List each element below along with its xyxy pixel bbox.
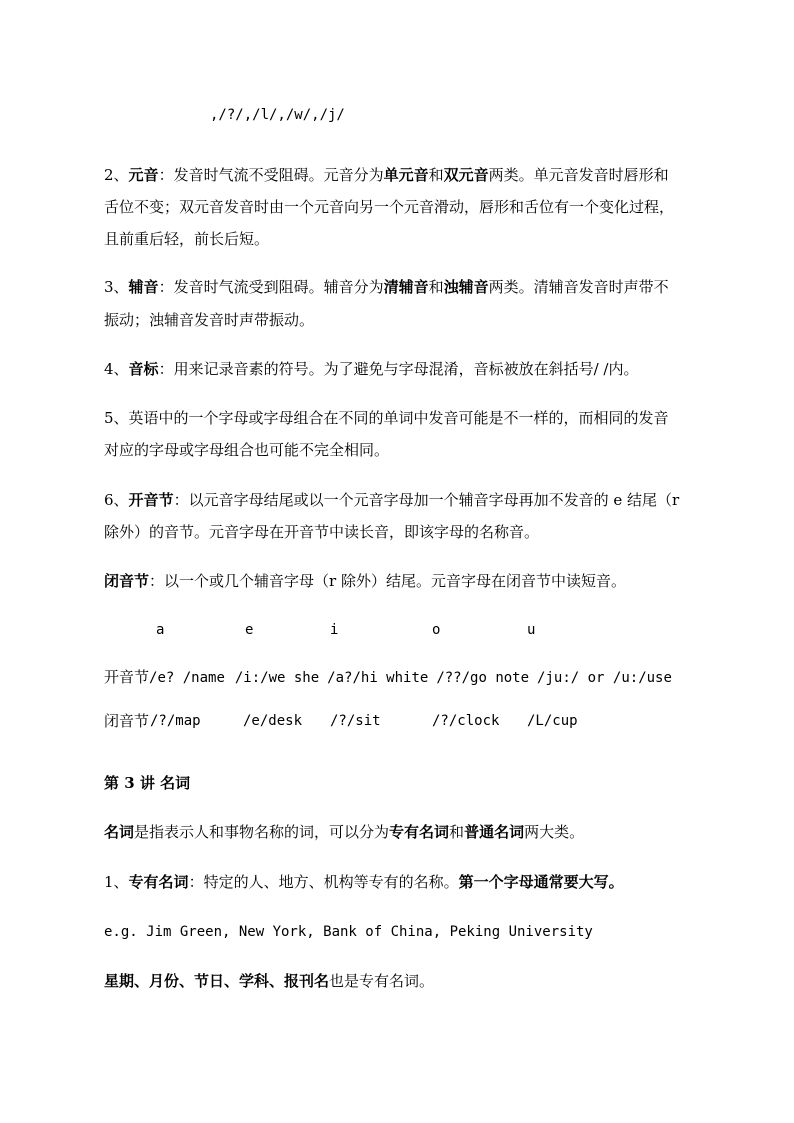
- text: 两大类。: [524, 823, 585, 841]
- text: 是指表示人和事物名称的词，可以分为: [134, 823, 390, 841]
- term-voiceless: 清辅音: [383, 278, 429, 296]
- term-monophthong: 单元音: [383, 166, 429, 184]
- text: 用来记录音素的符号。为了避免与字母混淆，音标被放在斜括号/ /内。: [173, 360, 639, 378]
- open-syllable-line2: 除外）的音节。元音字母在开音节中读长音，即该字母的名称音。: [104, 523, 540, 541]
- vowel-letter: o: [432, 622, 441, 638]
- term-symbol: 音标: [128, 360, 159, 378]
- text: 和: [428, 166, 444, 184]
- open-syllable-row: [104, 666, 714, 689]
- consonant-paragraph-line1: [104, 276, 714, 298]
- noun-intro: [104, 821, 714, 843]
- colon: ：: [173, 491, 189, 509]
- item-number: 4、: [104, 360, 129, 378]
- proper-noun-categories: 星期、月份、节日、学科、报刊名: [104, 972, 330, 990]
- vowel-letter: e: [245, 622, 254, 638]
- text: 和: [428, 278, 444, 296]
- colon: ：: [149, 572, 165, 590]
- vowel-paragraph-line3: 且前重后轻，前长后短。: [104, 230, 270, 248]
- term-noun: 名词: [104, 823, 135, 841]
- term-vowel: 元音: [128, 166, 159, 184]
- cell-e: /i:/we she: [234, 670, 320, 686]
- vowel-letter: i: [330, 622, 339, 638]
- cell-i: /a?/hi white: [327, 670, 429, 686]
- closed-syllable-line: [104, 570, 714, 592]
- consonant-paragraph-line2: 振动；浊辅音发音时声带振动。: [104, 311, 315, 329]
- text: 两类。清辅音发音时声带不: [488, 278, 669, 296]
- also-proper-nouns: [104, 970, 714, 992]
- proper-noun-definition: [104, 871, 714, 893]
- open-syllable-line1: [104, 489, 714, 511]
- item5-line1: 5、英语中的一个字母或字母组合在不同的单词中发音可能是不一样的，而相同的发音: [104, 409, 669, 427]
- text: 两类。单元音发音时唇形和: [488, 166, 669, 184]
- cell-o: /??/go note: [436, 670, 530, 686]
- cell-a: /e? /name: [149, 670, 225, 686]
- vowel-paragraph-line2: 舌位不变；双元音发音时由一个元音向另一个元音滑动，唇形和舌位有一个变化过程，: [104, 198, 675, 216]
- symbol-paragraph: [104, 358, 714, 380]
- closed-cell-e: /e/desk: [243, 713, 303, 729]
- closed-cell-o: /?/clock: [432, 713, 500, 729]
- closed-cell-i: /?/sit: [330, 713, 381, 729]
- term-voiced: 浊辅音: [443, 278, 489, 296]
- item5-line2: 对应的字母或字母组合也可能不完全相同。: [104, 441, 390, 459]
- item-number: 2、: [104, 166, 129, 184]
- text: 以元音字母结尾或以一个元音字母加一个辅音字母再加不发音的 e 结尾（r: [188, 491, 680, 509]
- closed-cell-u: /L/cup: [527, 713, 578, 729]
- item-number: 3、: [104, 278, 129, 296]
- lecture-title: 第 3 讲 名词: [104, 774, 191, 792]
- text: 特定的人、地方、机构等专有的名称。: [203, 873, 459, 891]
- term-proper-noun: 专有名词: [128, 873, 189, 891]
- text: 发音时气流受到阻碍。辅音分为: [173, 278, 384, 296]
- colon: ：: [158, 360, 174, 378]
- cell-u: /ju:/ or /u:/use: [537, 670, 672, 686]
- vowel-paragraph-line1: [104, 164, 714, 186]
- term-common-noun: 普通名词: [464, 823, 525, 841]
- text: 以一个或几个辅音字母（r 除外）结尾。元音字母在闭音节中读短音。: [164, 572, 626, 590]
- phonetic-symbols-line: ,/?/,/l/,/w/,/j/: [210, 107, 345, 123]
- row-label: 开音节: [104, 668, 150, 686]
- capitalize-note: 第一个字母通常要大写。: [458, 873, 624, 891]
- term-closed-syllable: 闭音节: [104, 572, 150, 590]
- vowel-letter: u: [527, 622, 536, 638]
- text: 也是专有名词。: [329, 972, 435, 990]
- item-number: 6、: [104, 491, 129, 509]
- closed-cell-a: /?/map: [150, 713, 201, 729]
- text: 和: [449, 823, 465, 841]
- example-line: e.g. Jim Green, New York, Bank of China, Peking University: [104, 924, 593, 940]
- closed-row-label: 闭音节: [104, 712, 150, 730]
- term-open-syllable: 开音节: [128, 491, 174, 509]
- colon: ：: [158, 278, 174, 296]
- colon: ：: [188, 873, 204, 891]
- term-consonant: 辅音: [128, 278, 159, 296]
- term-proper-noun: 专有名词: [389, 823, 450, 841]
- term-diphthong: 双元音: [443, 166, 489, 184]
- vowel-letter: a: [156, 622, 165, 638]
- item-number: 1、: [104, 873, 129, 891]
- text: 发音时气流不受阻碍。元音分为: [173, 166, 384, 184]
- colon: ：: [158, 166, 174, 184]
